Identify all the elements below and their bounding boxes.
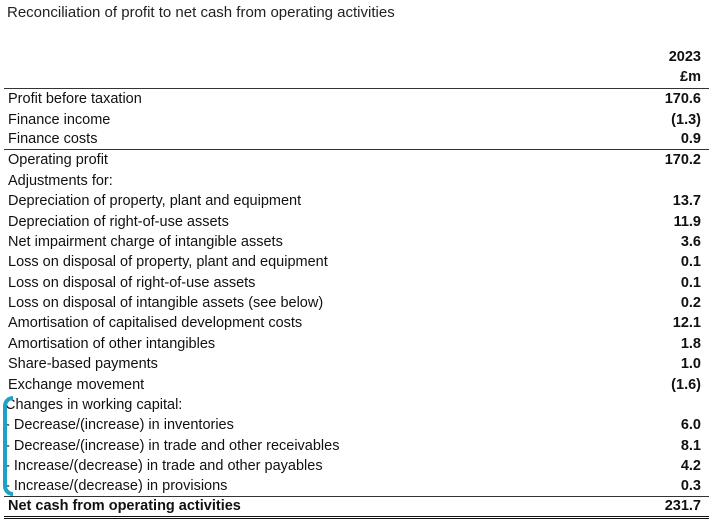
table-row-share-based-payments <box>4 354 709 374</box>
row-value: 0.1 <box>680 274 701 291</box>
row-label: Finance income <box>8 111 111 128</box>
table-row-operating-profit <box>4 150 709 170</box>
row-value: 231.7 <box>664 498 701 515</box>
table-row-impairment <box>4 232 709 252</box>
row-label: Changes in working capital: <box>5 397 183 414</box>
table-row-provisions <box>4 476 709 496</box>
table-row-amortisation-other <box>4 334 709 354</box>
table-row-loss-disposal-ppe <box>4 252 709 272</box>
row-value: (1.3) <box>671 111 701 128</box>
row-label: - Decrease/(increase) in inventories <box>5 417 234 434</box>
row-label: Operating profit <box>8 152 108 169</box>
row-value: 4.2 <box>680 458 701 475</box>
table-row-loss-disposal-intangibles <box>4 293 709 313</box>
row-label: - Decrease/(increase) in trade and other receivables <box>5 437 340 454</box>
row-label: Net cash from operating activities <box>8 498 241 515</box>
row-value: 13.7 <box>672 193 701 210</box>
reconciliation-table <box>4 89 709 519</box>
table-row-exchange-movement <box>4 374 709 394</box>
table-row-amortisation-development <box>4 313 709 333</box>
row-label: Loss on disposal of intangible assets (see below) <box>8 295 324 312</box>
table-row-inventories <box>4 415 709 435</box>
row-value: 3.6 <box>680 233 701 250</box>
table-row-finance-income <box>4 109 709 129</box>
column-header-year: 2023 <box>668 49 701 65</box>
row-label: - Increase/(decrease) in provisions <box>5 478 228 495</box>
row-value: 170.6 <box>664 91 701 108</box>
row-label: Profit before taxation <box>8 91 142 108</box>
table-row-working-capital-heading <box>4 395 709 415</box>
row-value: 11.9 <box>673 213 701 230</box>
row-label: Finance costs <box>8 131 98 148</box>
row-value: 6.0 <box>680 417 701 434</box>
row-label: - Increase/(decrease) in trade and other payables <box>5 458 323 475</box>
row-value: (1.6) <box>671 376 701 393</box>
row-label: Amortisation of other intangibles <box>8 335 216 352</box>
row-label: Depreciation of right-of-use assets <box>8 213 229 230</box>
row-value: 8.1 <box>680 437 701 454</box>
document-title: Reconciliation of profit to net cash from operating activities <box>7 4 395 21</box>
table-row-adjustments-heading <box>4 171 709 191</box>
row-value: 0.2 <box>680 295 701 312</box>
table-row-net-cash-total <box>4 497 709 519</box>
column-header-unit: £m <box>680 69 701 85</box>
row-label: Amortisation of capitalised development costs <box>8 315 303 332</box>
row-value: 1.8 <box>680 335 701 352</box>
row-label: Depreciation of property, plant and equipment <box>8 193 302 210</box>
working-capital-bracket-annotation <box>3 396 13 496</box>
table-row-depreciation-ppe <box>4 191 709 211</box>
row-label: Exchange movement <box>8 376 145 393</box>
row-label: Adjustments for: <box>8 172 113 189</box>
row-value: 1.0 <box>680 356 701 373</box>
row-label: Loss on disposal of property, plant and equipment <box>8 254 328 271</box>
row-label: Share-based payments <box>8 356 158 373</box>
table-row-receivables <box>4 436 709 456</box>
row-value: 0.3 <box>680 478 701 495</box>
row-label: Net impairment charge of intangible assets <box>8 233 283 250</box>
row-value: 170.2 <box>664 152 701 169</box>
table-row-finance-costs <box>4 130 709 150</box>
row-value: 0.9 <box>680 131 701 148</box>
row-label: Loss on disposal of right-of-use assets <box>8 274 256 291</box>
table-row-payables <box>4 456 709 476</box>
row-value: 12.1 <box>672 315 701 332</box>
row-value: 0.1 <box>680 254 701 271</box>
table-row-depreciation-rou <box>4 211 709 231</box>
table-row-loss-disposal-rou <box>4 273 709 293</box>
table-row-profit-before-taxation <box>4 89 709 109</box>
